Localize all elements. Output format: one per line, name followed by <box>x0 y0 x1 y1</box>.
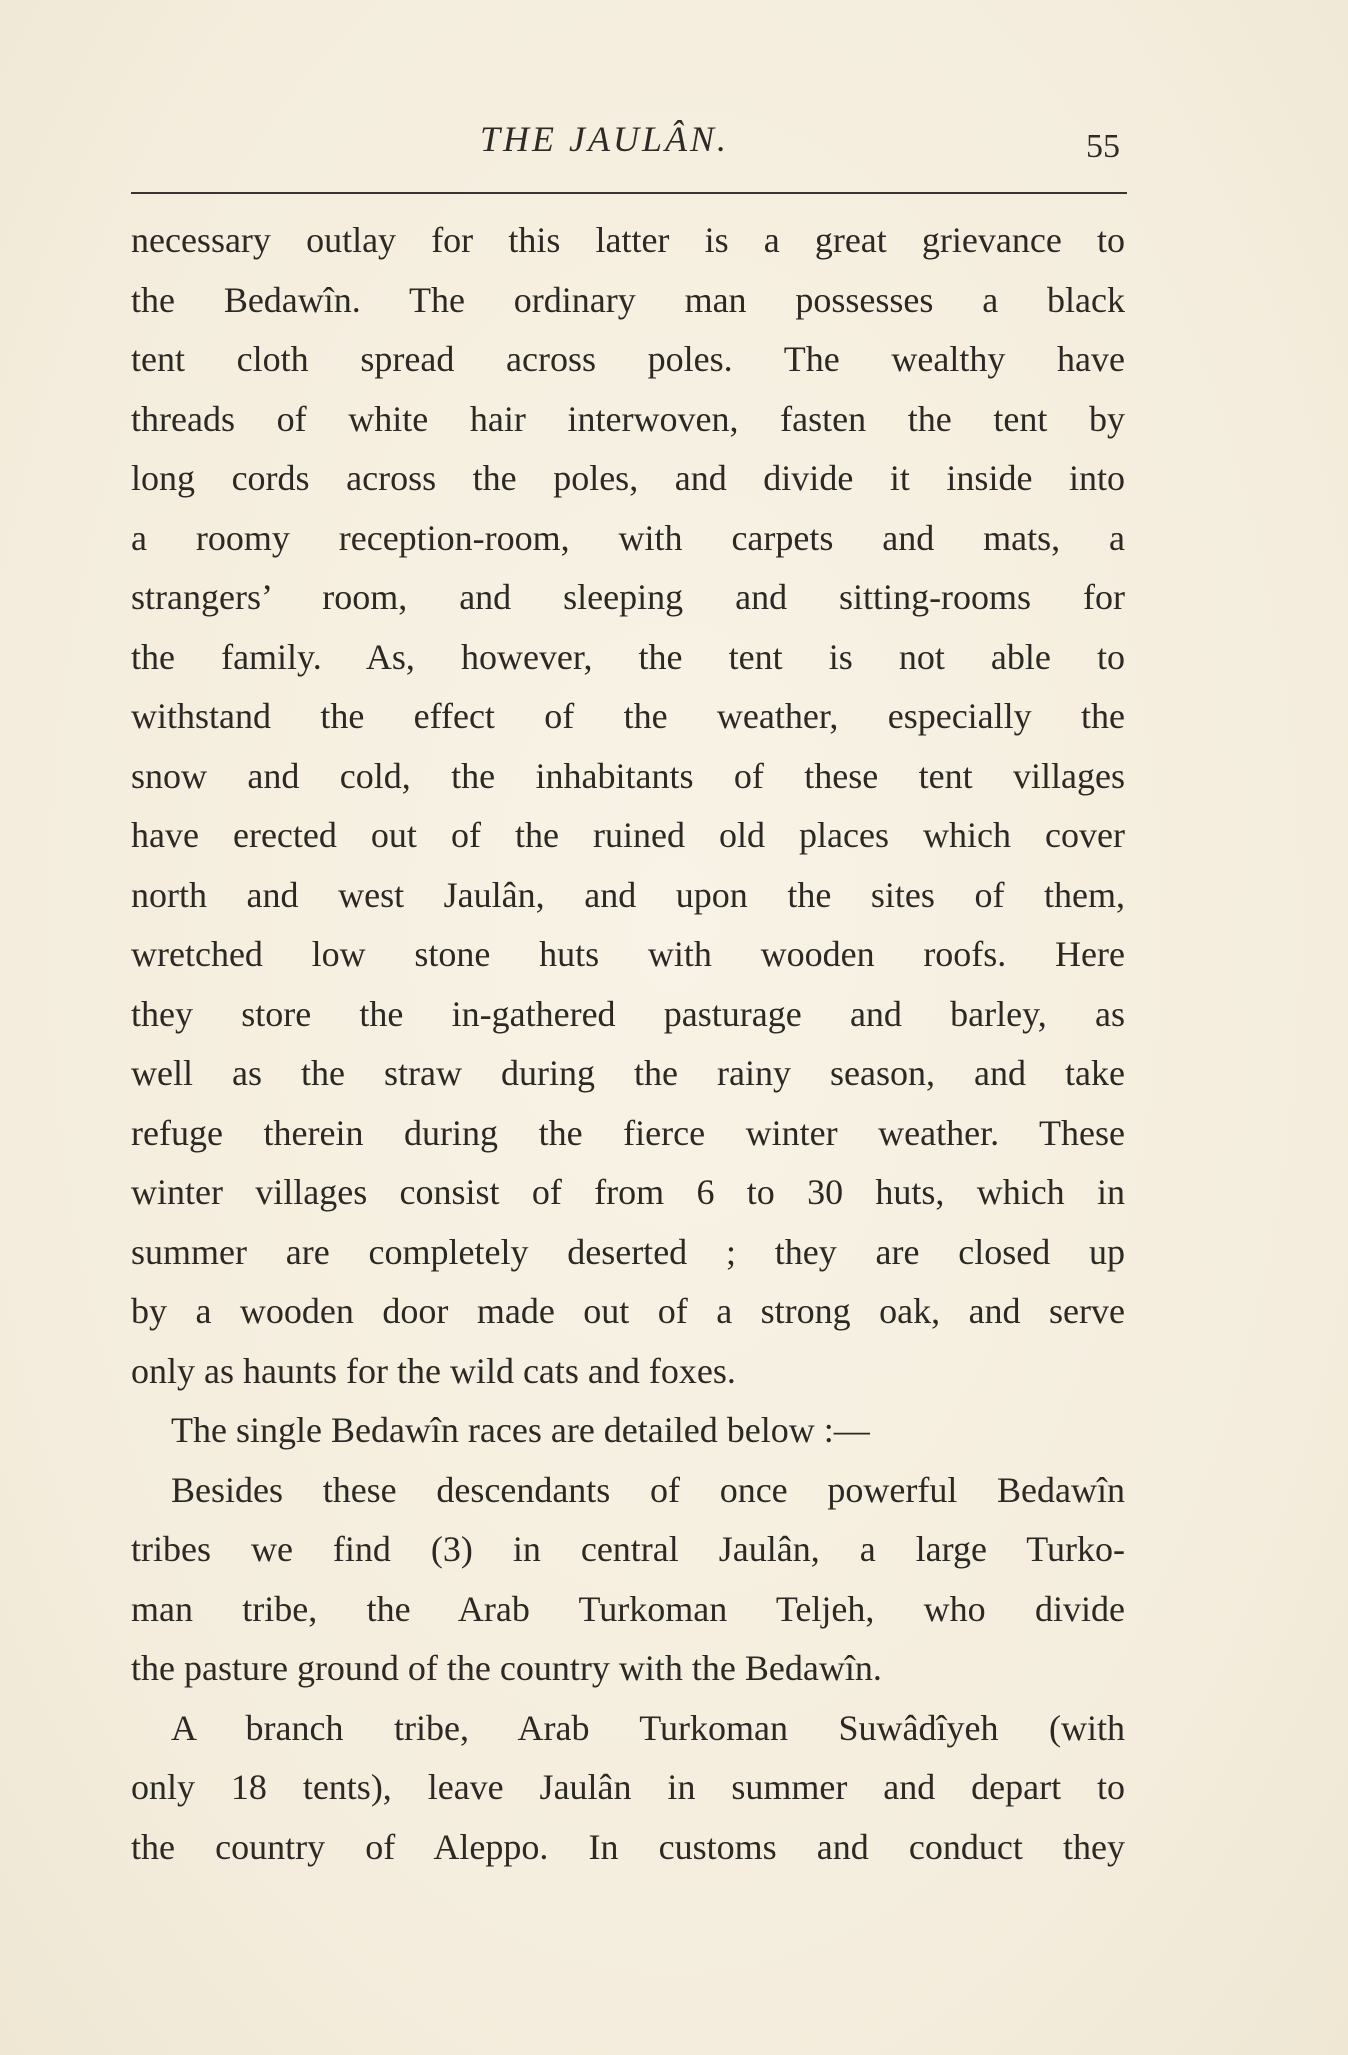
text-line: The single Bedawîn races are detailed below :— <box>171 1410 870 1450</box>
text-line: withstand the effect of the weather, especially the <box>131 696 1125 736</box>
text-line: a roomy reception-room, with carpets and mats, a <box>131 517 1125 558</box>
page-number: 55 <box>1086 128 1120 165</box>
text-line: summer are completely deserted ; they are closed up <box>131 1231 1125 1272</box>
text-line: tent cloth spread across poles. The wealthy have <box>131 339 1125 379</box>
text-line: Besides these descendants of once powerful Bedawîn <box>171 1469 1125 1510</box>
text-line: man tribe, the Arab Turkoman Teljeh, who divide <box>131 1588 1125 1629</box>
body-text <box>131 211 1125 1877</box>
text-line: refuge therein during the fierce winter weather. These <box>131 1112 1125 1153</box>
running-head: THE JAULÂN. <box>480 119 729 159</box>
text-line: long cords across the poles, and divide it inside into <box>131 458 1125 498</box>
text-line: they store the in-gathered pasturage and barley, as <box>131 993 1125 1034</box>
header-rule <box>131 192 1127 194</box>
text-line: the pasture ground of the country with the Bedawîn. <box>131 1648 882 1688</box>
text-line: have erected out of the ruined old places which cover <box>131 815 1125 855</box>
text-line: the country of Aleppo. In customs and conduct they <box>131 1826 1125 1867</box>
text-line: threads of white hair interwoven, fasten the tent by <box>131 398 1125 439</box>
text-line: tribes we find (3) in central Jaulân, a large Turko- <box>131 1529 1125 1569</box>
text-line: well as the straw during the rainy season, and take <box>131 1053 1125 1093</box>
text-line: strangers’ room, and sleeping and sitting-rooms for <box>131 577 1125 617</box>
text-line: north and west Jaulân, and upon the sites of them, <box>131 874 1125 915</box>
text-line: only 18 tents), leave Jaulân in summer and depart to <box>131 1767 1125 1807</box>
text-line: only as haunts for the wild cats and foxes. <box>131 1350 736 1391</box>
text-line: wretched low stone huts with wooden roofs. Here <box>131 934 1125 974</box>
text-line: by a wooden door made out of a strong oak, and serve <box>131 1291 1125 1331</box>
text-line: the Bedawîn. The ordinary man possesses a black <box>131 279 1125 320</box>
text-line: necessary outlay for this latter is a great grievance to <box>131 220 1125 260</box>
text-line: snow and cold, the inhabitants of these tent villages <box>131 755 1125 796</box>
text-line: the family. As, however, the tent is not able to <box>131 636 1125 677</box>
text-line: A branch tribe, Arab Turkoman Suwâdîyeh (with <box>171 1707 1125 1748</box>
text-line: winter villages consist of from 6 to 30 huts, which in <box>131 1172 1125 1212</box>
